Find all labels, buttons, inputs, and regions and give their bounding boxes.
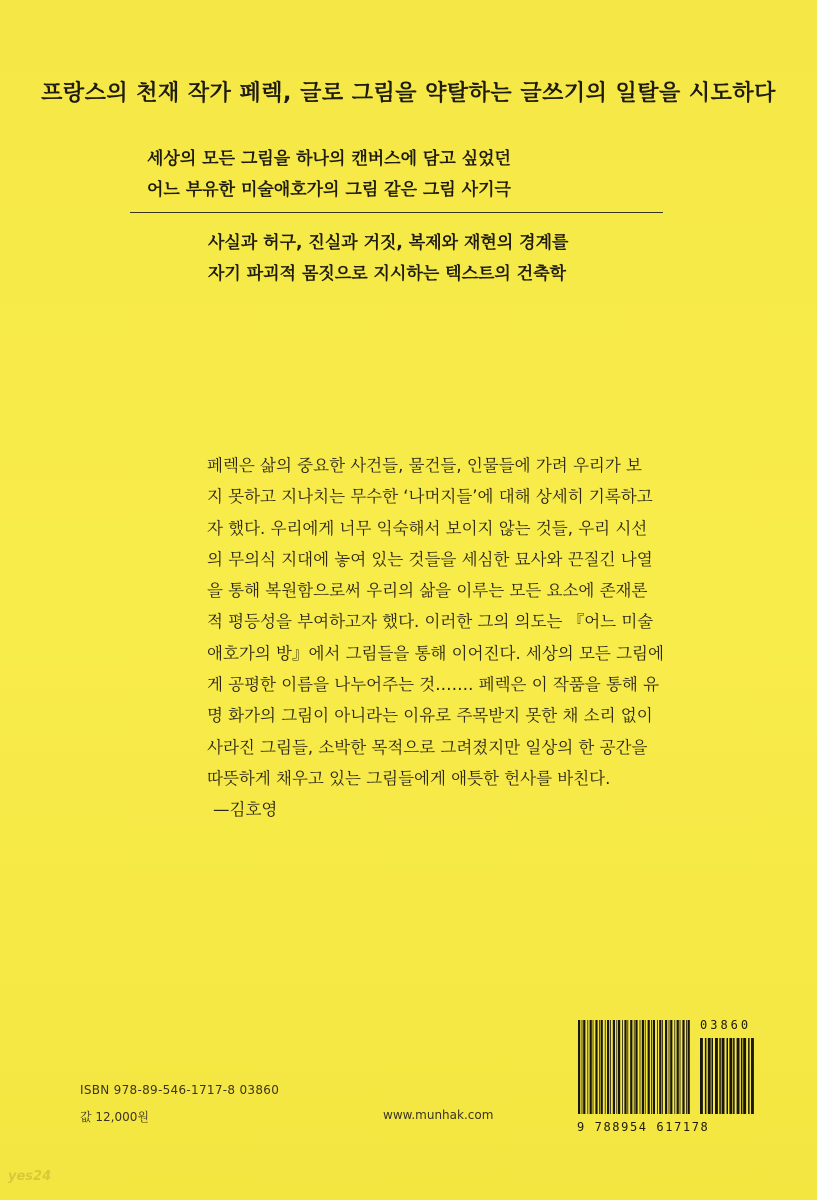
- watermark-logo: yes24: [8, 1169, 52, 1184]
- blurb-line: 적 평등성을 부여하고자 했다. 이러한 그의 의도는 『어느 미술: [207, 612, 654, 632]
- blurb-line: 사라진 그림들, 소박한 목적으로 그려졌지만 일상의 한 공간을: [207, 737, 648, 757]
- blurb-line: 애호가의 방』에서 그림들을 통해 이어진다. 세상의 모든 그림에: [207, 643, 664, 663]
- blurb-line: 자 했다. 우리에게 너무 익숙해서 보이지 않는 것들, 우리 시선: [207, 518, 648, 538]
- blurb-text: [207, 450, 707, 826]
- tagline-line: 어느 부유한 미술애호가의 그림 같은 그림 사기극: [147, 180, 511, 200]
- ean-barcode-bars: [577, 1020, 692, 1114]
- tagline-block-1: [147, 144, 511, 206]
- divider-rule: [130, 212, 663, 213]
- isbn-text: ISBN 978-89-546-1717-8 03860: [80, 1083, 280, 1097]
- barcode: [577, 1020, 755, 1135]
- tagline-line: 세상의 모든 그림을 하나의 캔버스에 담고 싶었던: [147, 149, 511, 169]
- headline: 프랑스의 천재 작가 페렉, 글로 그림을 약탈하는 글쓰기의 일탈을 시도하다: [41, 81, 776, 106]
- addon-barcode-bars: [699, 1038, 754, 1114]
- tagline-line: 자기 파괴적 몸짓으로 지시하는 텍스트의 건축학: [208, 264, 567, 284]
- barcode-ean-number: 9 788954 617178: [577, 1120, 710, 1134]
- blurb-line: 지 못하고 지나치는 무수한 ‘나머지들’에 대해 상세히 기록하고: [207, 487, 653, 507]
- price-text: 값 12,000원: [80, 1110, 149, 1124]
- blurb-author: —김호영: [213, 800, 278, 820]
- blurb-line: 명 화가의 그림이 아니라는 이유로 주목받지 못한 채 소리 없이: [207, 706, 653, 726]
- publisher-url: www.munhak.com: [383, 1108, 494, 1122]
- blurb-line: 따뜻하게 채우고 있는 그림들에게 애틋한 헌사를 바친다.: [207, 768, 611, 788]
- blurb-line: 을 통해 복원함으로써 우리의 삶을 이루는 모든 요소에 존재론: [207, 581, 648, 601]
- barcode-addon-number: 03860: [700, 1018, 752, 1032]
- blurb-line: 게 공평한 이름을 나누어주는 것……. 페렉은 이 작품을 통해 유: [207, 675, 660, 695]
- tagline-block-2: [208, 228, 568, 290]
- blurb-line: 페렉은 삶의 중요한 사건들, 물건들, 인물들에 가려 우리가 보: [207, 456, 642, 475]
- blurb-line: 의 무의식 지대에 놓여 있는 것들을 세심한 묘사와 끈질긴 나열: [207, 549, 653, 569]
- tagline-line: 사실과 허구, 진실과 거짓, 복제와 재현의 경계를: [208, 233, 569, 253]
